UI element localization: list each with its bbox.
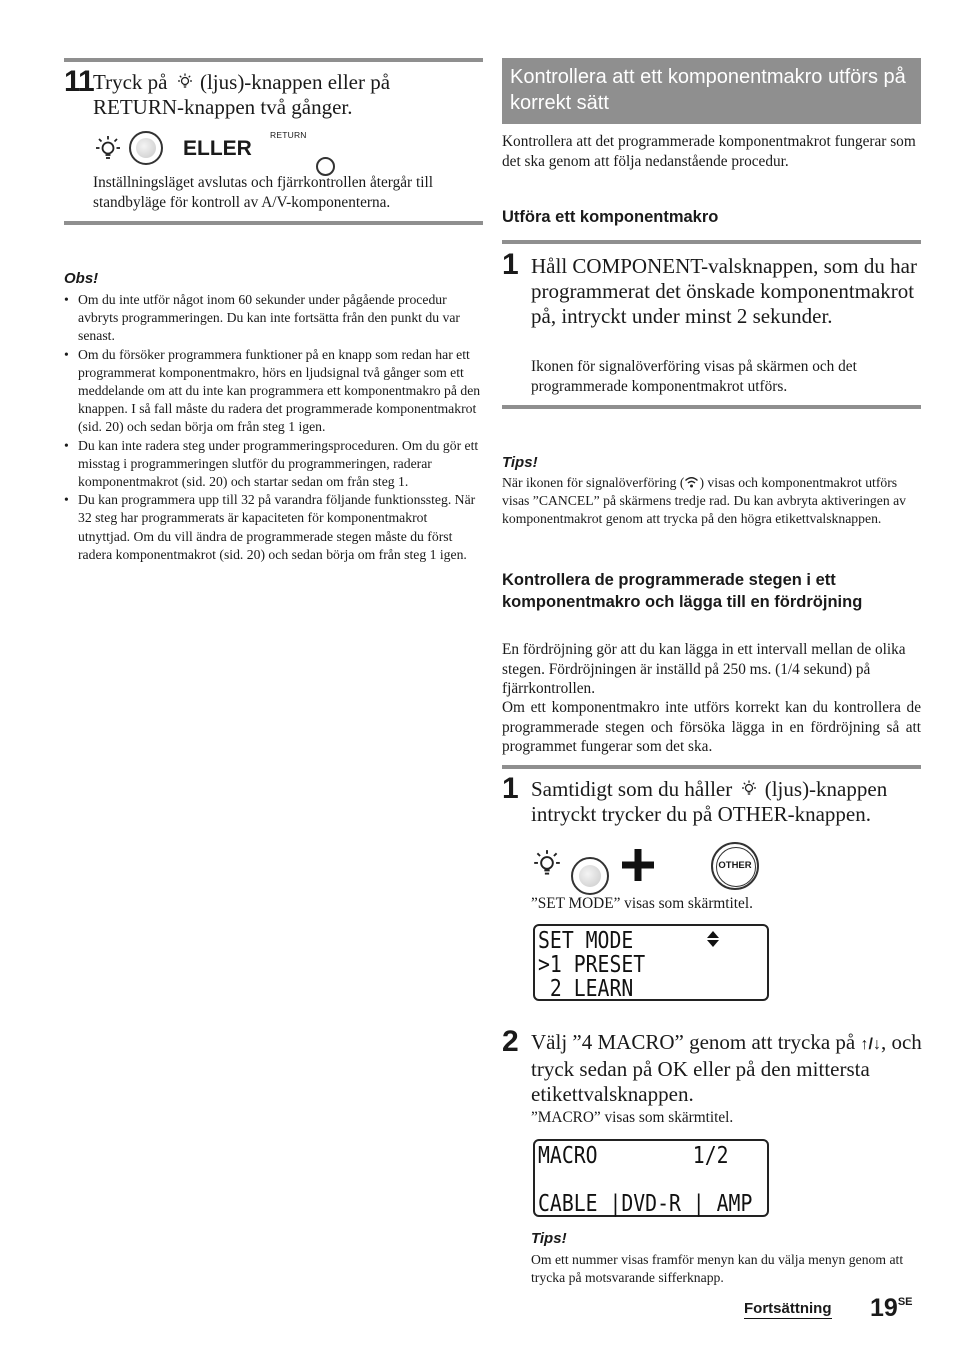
section-banner-title: Kontrollera att ett komponentmakro utförs på korrekt sätt — [510, 66, 906, 114]
step-2-heading-part1: Välj ”4 MACRO” genom att trycka på — [531, 1030, 856, 1054]
step-1a-top-rule — [502, 240, 921, 244]
step-1b-top-rule — [502, 765, 921, 769]
step-1b-heading-part1: Samtidigt som du håller — [531, 777, 733, 801]
step-2-caption: ”MACRO” visas som skärmtitel. — [531, 1109, 734, 1126]
page-number-value: 19 — [870, 1294, 898, 1322]
step-11-heading-part2: (ljus)-knappen eller på — [194, 70, 391, 94]
light-icon-large — [531, 848, 563, 880]
obs-item: • Du kan programmera upp till 32 på varandra följande funktionssteg. När 32 steg har programmerats är kapaciteten för komponentmakrot utnyttjad. Om du vill ändra de programmerade stegen måste du först radera komponentmakrot (sid. 20) och sedan börja om från steg 1 igen. — [64, 491, 482, 564]
lcd-line: 2 LEARN — [538, 976, 634, 1002]
lcd-line: CABLE |DVD-R | AMP — [538, 1191, 753, 1217]
plus-icon — [620, 847, 656, 883]
arrow-keys-glyph: ↑/↓ — [860, 1036, 881, 1053]
step-11-heading-line2: RETURN-knappen två gånger. — [93, 95, 353, 119]
step-2-heading — [531, 1030, 926, 1107]
tips-2-text: Om ett nummer visas framför menyn kan du välja menyn genom att trycka på motsvarande sifferknapp. — [531, 1252, 904, 1286]
eller-label: ELLER — [183, 137, 252, 160]
up-down-arrows-icon — [707, 931, 719, 947]
other-button[interactable] — [711, 842, 759, 890]
lcd-macro — [533, 1139, 769, 1217]
section-banner — [502, 58, 921, 124]
lcd-line: MACRO 1/2 — [538, 1143, 729, 1169]
lcd-line: >1 PRESET — [538, 952, 646, 978]
step-1b-heading-part2: (ljus)-knappen intryckt trycker du på OTHER-knappen. — [531, 777, 888, 826]
other-button-label: OTHER — [718, 860, 752, 871]
step-11-illustration — [93, 130, 323, 170]
subheading-execute: Utföra ett komponentmakro — [502, 208, 719, 226]
step-11-number: 11 — [64, 65, 94, 98]
top-rule-left — [64, 58, 483, 62]
obs-list — [64, 291, 482, 564]
subheading-check-steps: Kontrollera de programmerade stegen i ett komponentmakro och lägga till en fördröjning — [502, 571, 863, 611]
obs-title: Obs! — [64, 270, 99, 287]
step-11-bottom-rule — [64, 221, 483, 225]
tips-1-text — [502, 474, 921, 529]
light-button[interactable] — [129, 131, 163, 165]
step-2-number: 2 — [502, 1025, 518, 1058]
light-button[interactable] — [571, 857, 609, 895]
page-number-suffix: SE — [897, 1296, 913, 1308]
step-1b-caption: ”SET MODE” visas som skärmtitel. — [531, 895, 753, 912]
tips-1-text-part2: ) visas och komponentmakrot utförs visas ”CANCEL” på skärmens tredje rad. Du kan avbryta aktiveringen av komponentmakrot genom att trycka på den högra etikettvalsknappen. — [502, 475, 907, 527]
delay-paragraph-2: Om ett komponentmakro inte utförs korrekt kan du kontrollera de programmerade stegen och försöka lägga in en fördröjning så att programmet fungerar som det ska. — [502, 699, 921, 755]
lcd-set-mode — [533, 924, 769, 1001]
light-icon — [176, 73, 194, 91]
obs-item: • Du kan inte radera steg under programmeringsproceduren. Om du gör ett misstag i programmeringen slutför du programmeringen, raderar komponentmakrot (sid. 20) och startar sedan om från steg 1. — [64, 437, 482, 492]
obs-item: • Om du inte utför något inom 60 sekunder under pågående procedur avbryts programmeringen. Du kan inte fortsätta från den punkt du var senast. — [64, 291, 482, 346]
step-11-heading — [93, 70, 483, 120]
tips-1-text-part1: När ikonen för signalöverföring ( — [502, 475, 685, 490]
section-intro: Kontrollera att det programmerade komponentmakrot fungerar som det ska genom att följa nedanstående procedur. — [502, 133, 916, 170]
obs-item: • Om du försöker programmera funktioner på en knapp som redan har ett programmerat komponentmakro, hörs en ljudsignal två gånger som ett meddelande om att du inte kan programmera ett komponentmakro på den knappen. I så fall måste du radera det programmerade komponentmakrot (sid. 20) och sedan börja om från steg 1 igen. — [64, 346, 482, 437]
step-2-heading-part2: , och tryck sedan på OK eller på den mittersta etikettvalsknappen. — [531, 1030, 922, 1106]
step-1b-number: 1 — [502, 772, 518, 805]
signal-transmission-icon — [684, 476, 699, 488]
step-1a-heading: Håll COMPONENT-valsknappen, som du har programmerat det önskade komponentmakrot på, intryckt under minst 2 sekunder. — [531, 254, 917, 328]
step-1b-illustration — [531, 840, 752, 892]
page-number — [870, 1294, 913, 1323]
step-1a-bottom-rule — [502, 405, 921, 409]
step-1a-description: Ikonen för signalöverföring visas på skärmen och det programmerade komponentmakrot utförs. — [531, 358, 857, 395]
tips-1-title: Tips! — [502, 454, 538, 471]
light-icon-large — [93, 134, 123, 164]
step-1a-number: 1 — [502, 248, 518, 281]
step-1b-heading — [531, 777, 926, 827]
delay-paragraph-1: En fördröjning gör att du kan lägga in ett intervall mellan de olika stegen. Fördröjningen är inställd på 250 ms. (1/4 sekund) på fjärrkontrollen. — [502, 641, 906, 697]
tips-2-title: Tips! — [531, 1230, 567, 1247]
lcd-line: SET MODE — [538, 928, 634, 954]
continue-label: Fortsättning — [744, 1300, 832, 1317]
step-11-heading-part1: Tryck på — [93, 70, 168, 94]
return-label: RETURN — [270, 130, 307, 140]
light-icon — [740, 780, 758, 798]
step-11-description: Inställningsläget avslutas och fjärrkontrollen återgår till standbyläge för kontroll av A/V-komponenterna. — [93, 174, 433, 211]
